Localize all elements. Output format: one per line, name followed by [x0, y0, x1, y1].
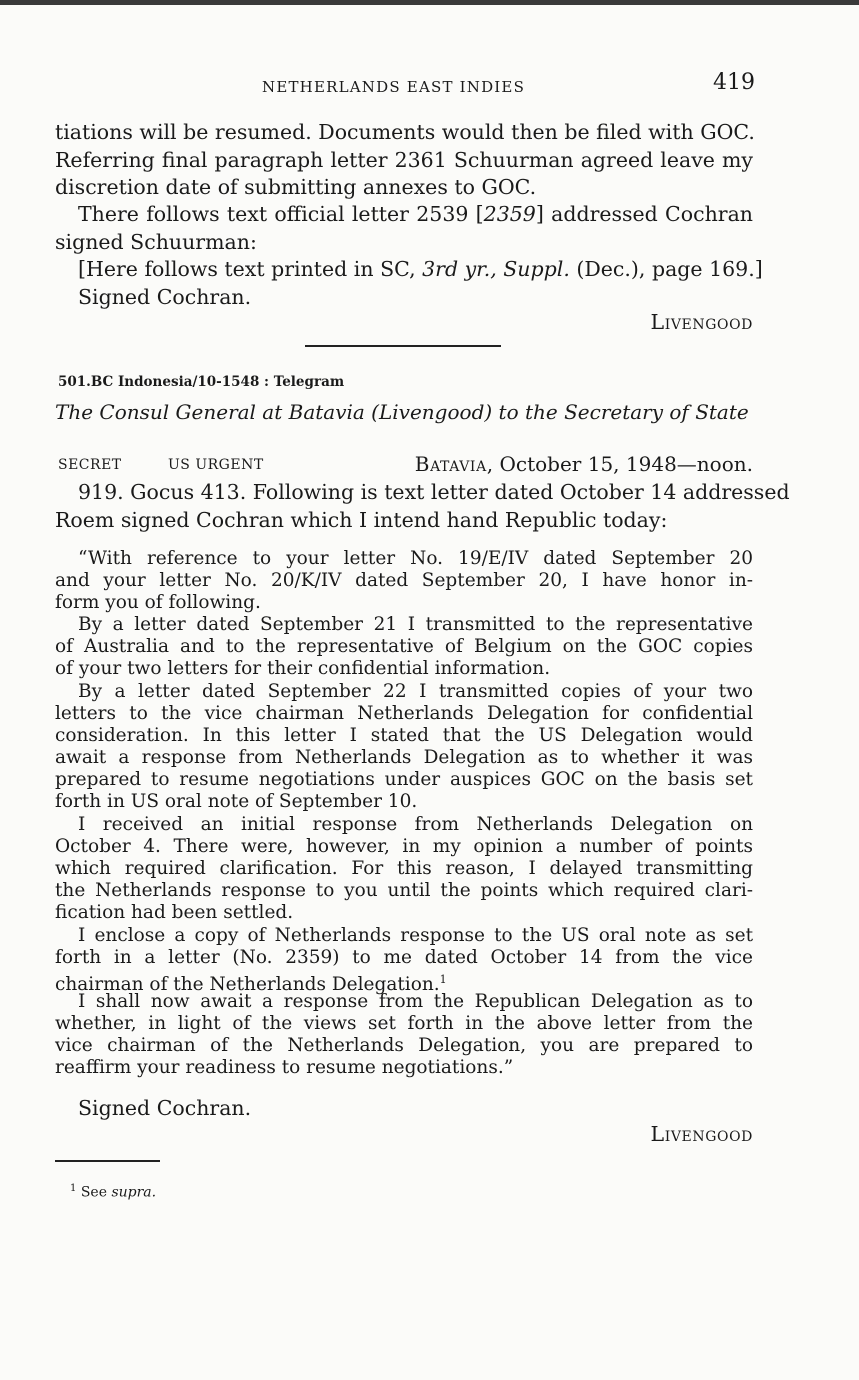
- letter-line: forth in a letter (No. 2359) to me dated October 14 from the vice: [55, 947, 753, 968]
- letter-line: letters to the vice chairman Netherlands Delegation for confidential: [55, 703, 753, 724]
- editorial-note: [Here follows text printed in SC, 3rd yr., Suppl. (Dec.), page 169.]: [78, 257, 763, 281]
- signature-2: Livengood: [650, 1122, 753, 1146]
- letter-line: “With reference to your letter No. 19/E/IV dated September 20: [78, 548, 753, 569]
- classification: SECRET: [58, 457, 122, 473]
- letter-line: of Australia and to the representative of Belgium on the GOC copies: [55, 636, 753, 657]
- letter-line: vice chairman of the Netherlands Delegation, you are prepared to: [55, 1035, 753, 1056]
- letter-line: I enclose a copy of Netherlands response to the US oral note as set: [78, 925, 753, 946]
- page-top-border: [0, 0, 859, 5]
- letter-line: the Netherlands response to you until the points which required clari-: [55, 880, 753, 901]
- letter-line: prepared to resume negotiations under auspices GOC on the basis set: [55, 769, 753, 790]
- signed-line-1: Signed Cochran.: [78, 285, 252, 309]
- carryover-line-2: Referring final paragraph letter 2361 Schuurman agreed leave my: [55, 148, 753, 172]
- letter-line: I received an initial response from Netherlands Delegation on: [78, 814, 753, 835]
- telegram-intro-2: Roem signed Cochran which I intend hand Republic today:: [55, 508, 668, 532]
- letter-line: October 4. There were, however, in my opinion a number of points: [55, 836, 753, 857]
- letter-line: chairman of the Netherlands Delegation.$^1$: [55, 973, 447, 996]
- letter-line: form you of following.: [55, 592, 261, 613]
- letter-line: reaffirm your readiness to resume negotiations.”: [55, 1057, 514, 1078]
- letter-line: forth in US oral note of September 10.: [55, 791, 418, 812]
- paragraph-letter-2539: There follows text official letter 2539 [2359] addressed Cochran: [78, 202, 753, 226]
- footnote-reference: 1: [439, 973, 447, 986]
- carryover-line-1: tiations will be resumed. Documents would then be filed with GOC.: [55, 120, 755, 144]
- file-number: 501.BC Indonesia/10-1548 : Telegram: [58, 374, 345, 390]
- footnote: $^1$ See supra.: [70, 1183, 157, 1201]
- telegram-intro-1: 919. Gocus 413. Following is text letter dated October 14 addressed: [78, 480, 790, 504]
- letter-line: consideration. In this letter I stated that the US Delegation would: [55, 725, 753, 746]
- letter-line: whether, in light of the views set forth in the above letter from the: [55, 1013, 753, 1034]
- letter-line: fication had been settled.: [55, 902, 294, 923]
- running-head: NETHERLANDS EAST INDIES: [262, 78, 526, 96]
- signed-line-2: Signed Cochran.: [78, 1096, 252, 1120]
- letter-line: I shall now await a response from the Republican Delegation as to: [78, 991, 753, 1012]
- signature-1: Livengood: [650, 310, 753, 334]
- letter-line: By a letter dated September 21 I transmitted to the representative: [78, 614, 753, 635]
- letter-line: and your letter No. 20/K/IV dated September 20, I have honor in-: [55, 570, 753, 591]
- letter-line: By a letter dated September 22 I transmitted copies of your two: [78, 681, 753, 702]
- footnote-rule: [55, 1160, 160, 1162]
- paragraph-letter-2539-cont: signed Schuurman:: [55, 230, 257, 254]
- letter-line: which required clarification. For this reason, I delayed transmitting: [55, 858, 753, 879]
- dateline: Batavia, October 15, 1948—noon.: [414, 452, 753, 476]
- section-divider: [305, 345, 501, 347]
- document-title: The Consul General at Batavia (Livengood) to the Secretary of State: [55, 400, 749, 424]
- carryover-line-3: discretion date of submitting annexes to GOC.: [55, 175, 537, 199]
- priority: US URGENT: [168, 457, 264, 473]
- page-number: 419: [713, 70, 755, 95]
- letter-line: await a response from Netherlands Delegation as to whether it was: [55, 747, 753, 768]
- letter-line: of your two letters for their confidential information.: [55, 658, 551, 679]
